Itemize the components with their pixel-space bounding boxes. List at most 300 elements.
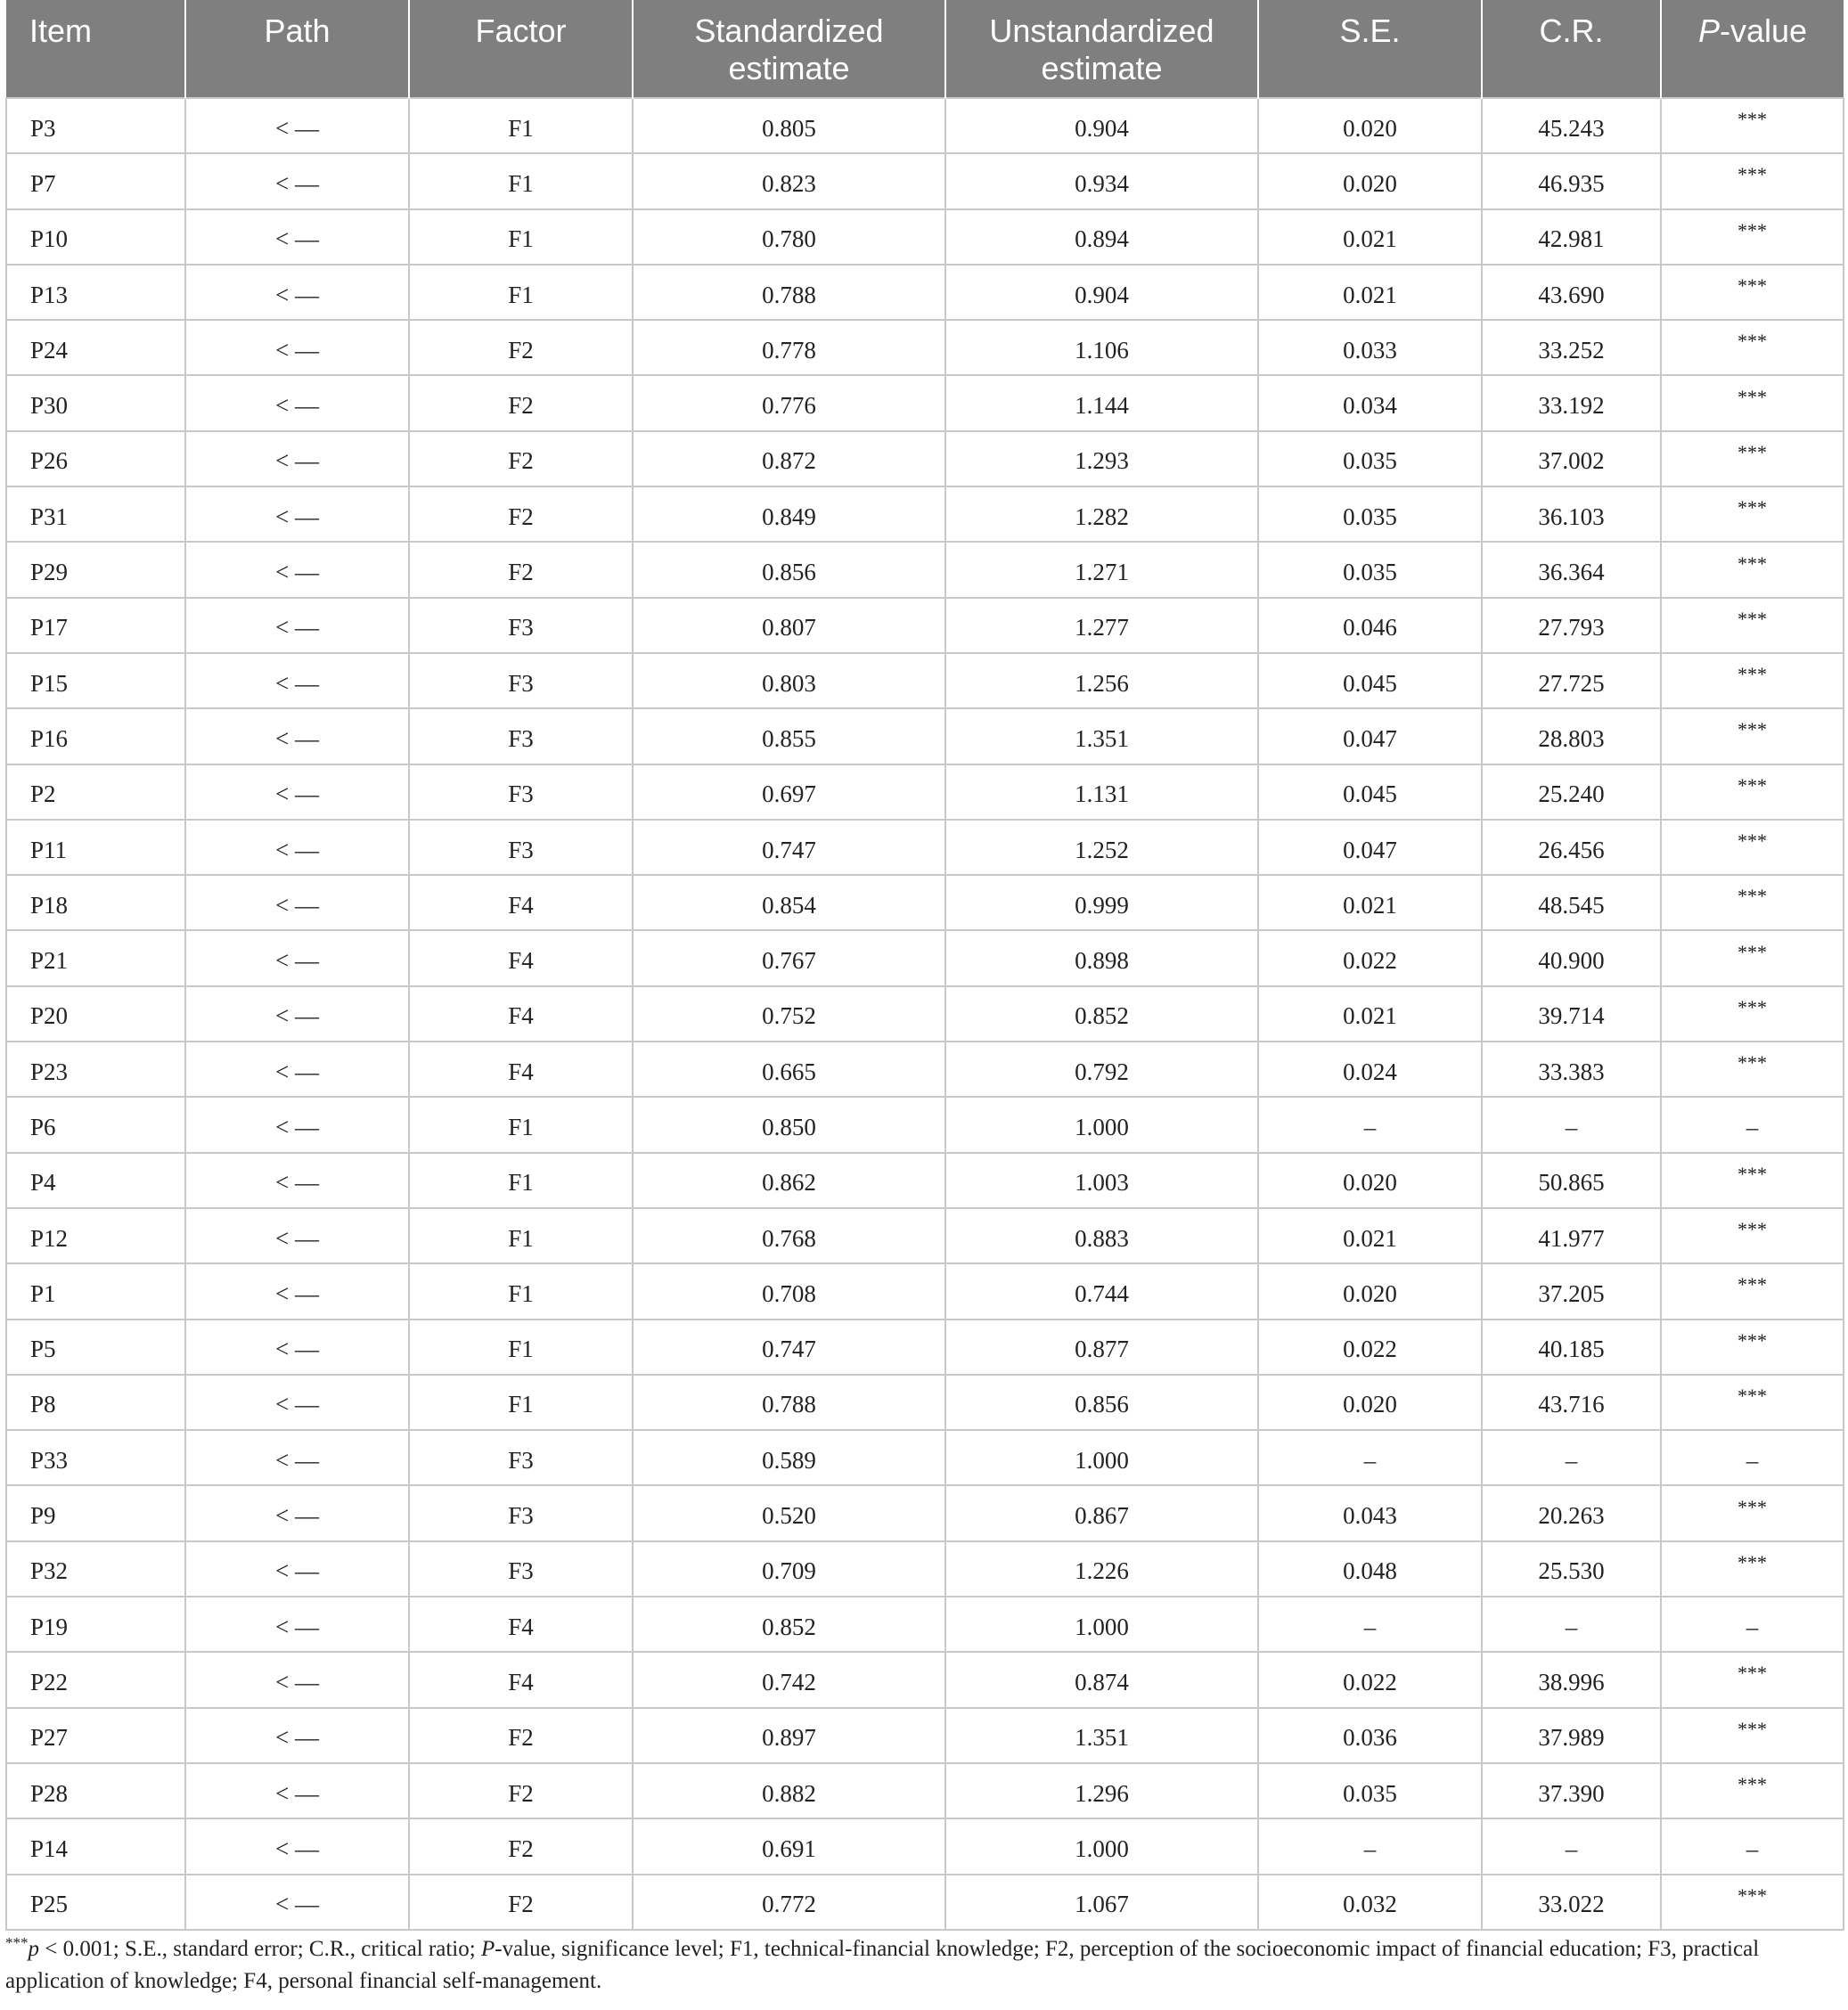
cell-unstandardized-estimate: 1.000 [945,1430,1258,1485]
table-row [6,1652,1844,1707]
cell-se: 0.022 [1258,1652,1482,1707]
cell-standardized-estimate: 0.852 [633,1597,945,1652]
cell-path: < — [185,1818,409,1874]
cell-item: P30 [6,375,185,430]
cell-se: – [1258,1097,1482,1152]
cell-unstandardized-estimate: 1.144 [945,375,1258,430]
cell-unstandardized-estimate: 1.282 [945,486,1258,542]
table-row [6,1818,1844,1874]
cell-standardized-estimate: 0.589 [633,1430,945,1485]
table-row [6,708,1844,764]
cell-factor: F4 [409,986,633,1042]
cell-se: 0.033 [1258,320,1482,375]
cell-p-value: *** [1661,1541,1844,1597]
cell-path: < — [185,930,409,985]
cell-standardized-estimate: 0.849 [633,486,945,542]
cell-se: 0.022 [1258,930,1482,985]
cell-standardized-estimate: 0.805 [633,98,945,153]
cell-item: P29 [6,542,185,597]
cell-se: 0.045 [1258,764,1482,820]
cell-factor: F4 [409,1042,633,1097]
cell-item: P31 [6,486,185,542]
cell-cr: 33.022 [1482,1875,1661,1930]
cell-se: 0.020 [1258,1153,1482,1208]
cell-cr: – [1482,1818,1661,1874]
cell-path: < — [185,265,409,320]
cell-standardized-estimate: 0.767 [633,930,945,985]
cell-se: 0.021 [1258,265,1482,320]
cell-se: 0.047 [1258,708,1482,764]
cell-cr: 50.865 [1482,1153,1661,1208]
cell-item: P7 [6,153,185,208]
cell-item: P12 [6,1208,185,1263]
cell-path: < — [185,1763,409,1818]
table-row [6,1430,1844,1485]
cell-item: P2 [6,764,185,820]
cell-standardized-estimate: 0.709 [633,1541,945,1597]
cell-standardized-estimate: 0.872 [633,431,945,486]
cell-path: < — [185,320,409,375]
header-p-italic: P [1697,12,1720,49]
cell-p-value: *** [1661,375,1844,430]
cell-se: 0.048 [1258,1541,1482,1597]
cell-item: P33 [6,1430,185,1485]
cell-p-value: *** [1661,542,1844,597]
header-factor: Factor [409,0,633,98]
table-row [6,1097,1844,1152]
cell-se: 0.047 [1258,820,1482,875]
cell-cr: 40.185 [1482,1320,1661,1375]
cell-cr: 42.981 [1482,209,1661,265]
cell-se: 0.043 [1258,1485,1482,1540]
cell-factor: F1 [409,209,633,265]
cell-cr: 25.530 [1482,1541,1661,1597]
cell-path: < — [185,153,409,208]
cell-standardized-estimate: 0.855 [633,708,945,764]
cell-path: < — [185,820,409,875]
cell-p-value: *** [1661,1708,1844,1763]
cell-standardized-estimate: 0.776 [633,375,945,430]
cell-se: 0.020 [1258,98,1482,153]
cell-se: 0.036 [1258,1708,1482,1763]
cell-cr: 37.390 [1482,1763,1661,1818]
cell-path: < — [185,653,409,708]
cell-standardized-estimate: 0.854 [633,875,945,930]
cell-se: 0.046 [1258,598,1482,653]
table-row [6,764,1844,820]
cell-p-value: *** [1661,598,1844,653]
header-cr: C.R. [1482,0,1661,98]
cell-se: 0.021 [1258,875,1482,930]
cell-item: P17 [6,598,185,653]
cell-item: P14 [6,1818,185,1874]
cell-cr: – [1482,1430,1661,1485]
table-row [6,1597,1844,1652]
cell-path: < — [185,598,409,653]
table-row [6,1875,1844,1930]
cell-se: 0.020 [1258,1263,1482,1319]
table-row [6,930,1844,985]
cell-item: P10 [6,209,185,265]
cell-se: 0.035 [1258,1763,1482,1818]
cell-unstandardized-estimate: 1.000 [945,1818,1258,1874]
cell-p-value: *** [1661,1153,1844,1208]
cell-item: P19 [6,1597,185,1652]
cell-item: P16 [6,708,185,764]
cell-path: < — [185,1097,409,1152]
cell-unstandardized-estimate: 1.271 [945,542,1258,597]
cell-item: P23 [6,1042,185,1097]
cell-factor: F2 [409,1818,633,1874]
cell-se: 0.020 [1258,153,1482,208]
cell-standardized-estimate: 0.697 [633,764,945,820]
cell-item: P25 [6,1875,185,1930]
cell-unstandardized-estimate: 1.003 [945,1153,1258,1208]
table-row [6,1320,1844,1375]
cell-p-value: – [1661,1818,1844,1874]
cell-item: P22 [6,1652,185,1707]
cell-item: P32 [6,1541,185,1597]
cell-se: 0.021 [1258,1208,1482,1263]
cell-factor: F4 [409,930,633,985]
cell-factor: F2 [409,1708,633,1763]
table-row [6,542,1844,597]
cell-path: < — [185,98,409,153]
cell-standardized-estimate: 0.691 [633,1818,945,1874]
cell-unstandardized-estimate: 1.067 [945,1875,1258,1930]
cell-standardized-estimate: 0.747 [633,1320,945,1375]
cell-factor: F4 [409,1652,633,1707]
cell-factor: F2 [409,1763,633,1818]
cell-path: < — [185,542,409,597]
cell-standardized-estimate: 0.778 [633,320,945,375]
header-item: Item [6,0,185,98]
cell-cr: 36.103 [1482,486,1661,542]
cell-se: 0.035 [1258,486,1482,542]
cell-factor: F2 [409,1875,633,1930]
cell-p-value: *** [1661,1375,1844,1430]
cell-standardized-estimate: 0.823 [633,153,945,208]
cell-unstandardized-estimate: 0.852 [945,986,1258,1042]
cell-cr: 33.192 [1482,375,1661,430]
cell-unstandardized-estimate: 1.277 [945,598,1258,653]
cfa-loadings-table [5,0,1844,1931]
cell-cr: 25.240 [1482,764,1661,820]
cell-unstandardized-estimate: 1.226 [945,1541,1258,1597]
cell-factor: F3 [409,764,633,820]
cell-standardized-estimate: 0.788 [633,1375,945,1430]
cell-se: – [1258,1818,1482,1874]
cell-cr: 36.364 [1482,542,1661,597]
header-se: S.E. [1258,0,1482,98]
cell-factor: F1 [409,98,633,153]
cell-path: < — [185,1430,409,1485]
header-p-rest: -value [1719,12,1808,49]
cell-item: P13 [6,265,185,320]
cell-p-value: *** [1661,875,1844,930]
footnote-part-1: < 0.001; S.E., standard error; C.R., critical ratio; [39,1937,481,1961]
table-row [6,598,1844,653]
cell-p-value: *** [1661,1208,1844,1263]
cell-cr: 48.545 [1482,875,1661,930]
cell-p-value: *** [1661,930,1844,985]
cell-factor: F3 [409,1485,633,1540]
cell-cr: 43.716 [1482,1375,1661,1430]
cell-standardized-estimate: 0.708 [633,1263,945,1319]
cell-unstandardized-estimate: 0.792 [945,1042,1258,1097]
cell-se: – [1258,1430,1482,1485]
cell-standardized-estimate: 0.772 [633,1875,945,1930]
cell-path: < — [185,209,409,265]
cell-standardized-estimate: 0.862 [633,1153,945,1208]
table-row [6,1708,1844,1763]
cell-unstandardized-estimate: 0.904 [945,265,1258,320]
cell-factor: F3 [409,598,633,653]
cell-factor: F1 [409,1097,633,1152]
cell-p-value: *** [1661,98,1844,153]
table-row [6,1208,1844,1263]
cell-standardized-estimate: 0.850 [633,1097,945,1152]
cell-path: < — [185,986,409,1042]
table-row [6,1541,1844,1597]
table-row [6,1153,1844,1208]
cell-p-value: *** [1661,209,1844,265]
cell-se: 0.035 [1258,542,1482,597]
cell-path: < — [185,375,409,430]
cell-unstandardized-estimate: 1.296 [945,1763,1258,1818]
cell-item: P15 [6,653,185,708]
cell-unstandardized-estimate: 1.252 [945,820,1258,875]
cell-standardized-estimate: 0.742 [633,1652,945,1707]
header-unstandardized-estimate: Unstandardized estimate [945,0,1258,98]
cell-path: < — [185,1320,409,1375]
cell-unstandardized-estimate: 0.898 [945,930,1258,985]
cell-cr: 43.690 [1482,265,1661,320]
cell-p-value: *** [1661,153,1844,208]
cell-se: 0.022 [1258,1320,1482,1375]
cell-unstandardized-estimate: 1.000 [945,1097,1258,1152]
footnote-part-2: -value, significance level; F1, technical-financial knowledge; F2, perception of the socioeconomic impact of financial education; F3, practical application of knowledge; F4, personal financial self-management. [5,1937,1760,1993]
cell-p-value: *** [1661,486,1844,542]
cell-item: P24 [6,320,185,375]
table-row [6,209,1844,265]
cell-p-value: *** [1661,1320,1844,1375]
cell-p-value: *** [1661,431,1844,486]
cell-item: P4 [6,1153,185,1208]
cell-p-value: *** [1661,708,1844,764]
cell-standardized-estimate: 0.807 [633,598,945,653]
cell-cr: 27.793 [1482,598,1661,653]
cell-path: < — [185,486,409,542]
table-row [6,653,1844,708]
cell-p-value: *** [1661,986,1844,1042]
cell-unstandardized-estimate: 0.904 [945,98,1258,153]
cell-standardized-estimate: 0.665 [633,1042,945,1097]
cell-se: 0.021 [1258,986,1482,1042]
cell-factor: F2 [409,486,633,542]
cell-standardized-estimate: 0.788 [633,265,945,320]
cell-p-value: *** [1661,1763,1844,1818]
cell-unstandardized-estimate: 1.000 [945,1597,1258,1652]
cell-cr: 20.263 [1482,1485,1661,1540]
cell-cr: 38.996 [1482,1652,1661,1707]
table-row [6,1485,1844,1540]
table-row [6,153,1844,208]
cell-cr: 37.205 [1482,1263,1661,1319]
cell-p-value: *** [1661,320,1844,375]
table-footnote [5,1933,1843,1998]
cell-factor: F4 [409,1597,633,1652]
cell-path: < — [185,1263,409,1319]
cell-cr: 40.900 [1482,930,1661,985]
table-row [6,1375,1844,1430]
cell-path: < — [185,1208,409,1263]
cell-path: < — [185,1875,409,1930]
cell-factor: F4 [409,875,633,930]
cell-unstandardized-estimate: 0.874 [945,1652,1258,1707]
table-row [6,820,1844,875]
cell-factor: F1 [409,1208,633,1263]
cell-factor: F3 [409,820,633,875]
cell-se: 0.020 [1258,1375,1482,1430]
cell-factor: F3 [409,708,633,764]
cell-path: < — [185,1153,409,1208]
cell-unstandardized-estimate: 1.106 [945,320,1258,375]
cell-item: P11 [6,820,185,875]
cell-p-value: *** [1661,1652,1844,1707]
header-path: Path [185,0,409,98]
cell-factor: F1 [409,1153,633,1208]
cell-factor: F1 [409,1263,633,1319]
cell-se: 0.034 [1258,375,1482,430]
cell-factor: F1 [409,265,633,320]
cell-item: P26 [6,431,185,486]
cell-item: P1 [6,1263,185,1319]
table-row [6,320,1844,375]
cell-unstandardized-estimate: 0.856 [945,1375,1258,1430]
cell-cr: 28.803 [1482,708,1661,764]
cell-p-value: *** [1661,764,1844,820]
cell-unstandardized-estimate: 1.351 [945,1708,1258,1763]
cell-item: P9 [6,1485,185,1540]
cell-standardized-estimate: 0.752 [633,986,945,1042]
cell-unstandardized-estimate: 0.744 [945,1263,1258,1319]
cell-item: P28 [6,1763,185,1818]
cell-standardized-estimate: 0.768 [633,1208,945,1263]
table-row [6,1263,1844,1319]
cell-cr: 41.977 [1482,1208,1661,1263]
cell-cr: – [1482,1597,1661,1652]
cell-standardized-estimate: 0.520 [633,1485,945,1540]
cell-unstandardized-estimate: 0.934 [945,153,1258,208]
cell-path: < — [185,708,409,764]
table-row [6,375,1844,430]
table-row [6,486,1844,542]
cell-path: < — [185,1597,409,1652]
cell-path: < — [185,1375,409,1430]
header-p-value [1661,0,1844,98]
cell-cr: 33.383 [1482,1042,1661,1097]
table-header [6,0,1844,98]
cell-item: P20 [6,986,185,1042]
cell-cr: 26.456 [1482,820,1661,875]
cell-path: < — [185,1485,409,1540]
cell-p-value: – [1661,1597,1844,1652]
cell-factor: F3 [409,653,633,708]
cell-p-value: – [1661,1097,1844,1152]
cell-standardized-estimate: 0.780 [633,209,945,265]
cell-unstandardized-estimate: 1.131 [945,764,1258,820]
cell-unstandardized-estimate: 1.256 [945,653,1258,708]
cell-item: P6 [6,1097,185,1152]
cell-standardized-estimate: 0.897 [633,1708,945,1763]
cell-cr: 46.935 [1482,153,1661,208]
cell-cr: 37.989 [1482,1708,1661,1763]
cell-path: < — [185,875,409,930]
table-row [6,431,1844,486]
cell-standardized-estimate: 0.747 [633,820,945,875]
cell-unstandardized-estimate: 0.877 [945,1320,1258,1375]
table-row [6,875,1844,930]
cell-item: P18 [6,875,185,930]
table-row [6,1042,1844,1097]
cell-item: P27 [6,1708,185,1763]
cell-se: – [1258,1597,1482,1652]
cell-p-value: *** [1661,653,1844,708]
footnote-p-symbol: p [28,1937,39,1961]
cell-unstandardized-estimate: 1.351 [945,708,1258,764]
cell-se: 0.035 [1258,431,1482,486]
cell-standardized-estimate: 0.856 [633,542,945,597]
cell-p-value: *** [1661,1485,1844,1540]
table-row [6,986,1844,1042]
table-row [6,265,1844,320]
cell-se: 0.024 [1258,1042,1482,1097]
cell-item: P3 [6,98,185,153]
cell-unstandardized-estimate: 0.867 [945,1485,1258,1540]
cell-item: P21 [6,930,185,985]
cell-factor: F2 [409,431,633,486]
cell-cr: – [1482,1097,1661,1152]
cell-unstandardized-estimate: 1.293 [945,431,1258,486]
cell-se: 0.021 [1258,209,1482,265]
table-row [6,98,1844,153]
cell-factor: F2 [409,542,633,597]
cell-cr: 33.252 [1482,320,1661,375]
cell-path: < — [185,1541,409,1597]
cell-standardized-estimate: 0.803 [633,653,945,708]
cell-cr: 45.243 [1482,98,1661,153]
cell-factor: F1 [409,1375,633,1430]
cell-p-value: *** [1661,1042,1844,1097]
table-body [6,98,1844,1930]
cell-factor: F2 [409,375,633,430]
header-row [6,0,1844,98]
cell-factor: F1 [409,153,633,208]
footnote-pvalue-italic: P [480,1937,495,1961]
cell-se: 0.032 [1258,1875,1482,1930]
cell-p-value: *** [1661,1875,1844,1930]
cell-factor: F3 [409,1541,633,1597]
cell-path: < — [185,431,409,486]
cell-factor: F2 [409,320,633,375]
cell-path: < — [185,1042,409,1097]
cell-p-value: – [1661,1430,1844,1485]
cell-item: P5 [6,1320,185,1375]
cell-cr: 39.714 [1482,986,1661,1042]
cell-unstandardized-estimate: 0.999 [945,875,1258,930]
cell-item: P8 [6,1375,185,1430]
